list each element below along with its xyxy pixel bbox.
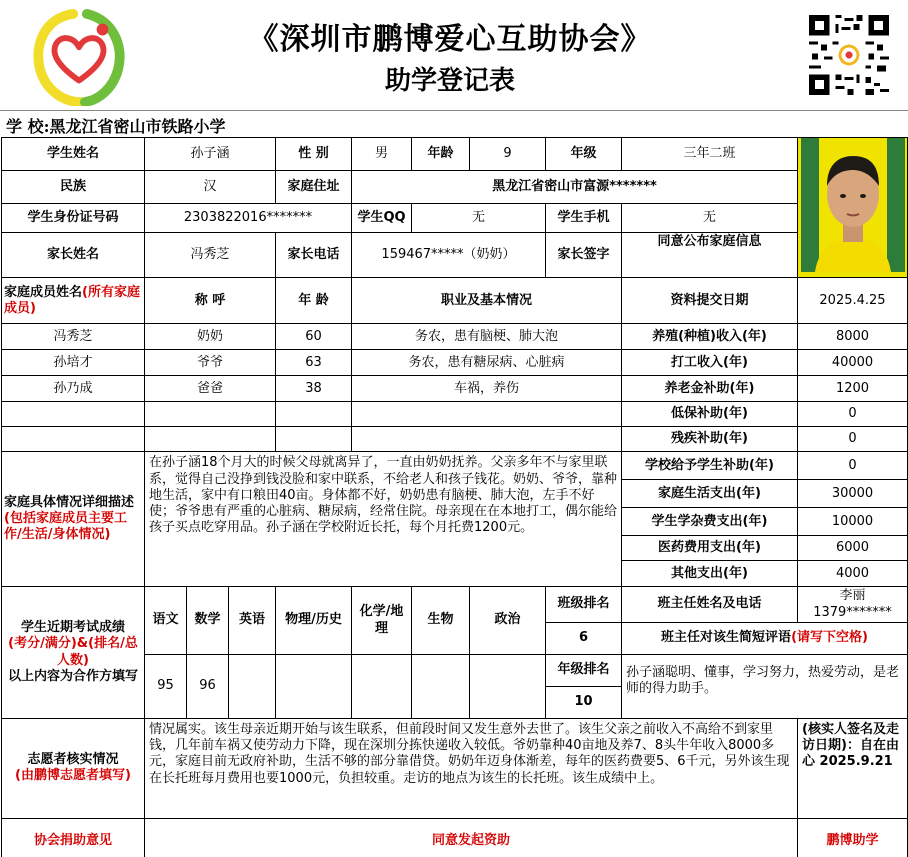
member-job: 务农，患有糖尿病、心脏病 — [352, 350, 622, 376]
volunteer-text: 情况属实。该生母亲近期开始与该生联系，但前段时间又发生意外去世了。该生父亲之前收入不高给不到家里钱，几年前车祸又使劳动力下降，现在深圳分拣快递收入较低。爷奶靠种40亩地及养7、8头牛年收入8000多元，家庭目前无政府补助，生活不够的部分靠借贷。奶奶年迈身体渐差，每年的医药费要5、6千元，另外该生现在长托班每月费用也要1000元，负担较重。走访的地点为该生的长托班。该生成绩中上。 — [145, 718, 798, 818]
phone-label: 学生手机 — [546, 204, 622, 233]
gender-value: 男 — [352, 138, 412, 171]
school-line — [6, 114, 226, 137]
situation-label-text: 家庭具体情况详细描述 — [4, 494, 135, 510]
qq-value: 无 — [412, 204, 546, 233]
ethnicity-value: 汉 — [145, 171, 276, 204]
gender-label: 性 别 — [276, 138, 352, 171]
member-age: 38 — [276, 376, 352, 402]
class-rank-label: 班级排名 — [546, 587, 622, 623]
scores-label — [2, 587, 145, 719]
member-age-empty — [276, 402, 352, 427]
score-value — [352, 654, 412, 718]
finance-value: 0 — [798, 402, 908, 427]
form-subtitle: 助学登记表 — [384, 66, 515, 96]
finance-label: 学生学杂费支出(年) — [622, 508, 798, 536]
finance-label: 其他支出(年) — [622, 561, 798, 587]
member-relation: 奶奶 — [145, 324, 276, 350]
member-relation-empty — [145, 402, 276, 427]
subject-header: 语文 — [145, 587, 187, 655]
comment-label — [622, 622, 908, 654]
teacher-contact — [798, 587, 908, 623]
address-value: 黑龙江省密山市富源******* — [352, 171, 798, 204]
subject-header: 英语 — [229, 587, 276, 655]
grade-rank-value: 10 — [546, 686, 622, 718]
teacher-name: 李丽 — [839, 588, 866, 604]
student-row-2 — [2, 171, 908, 204]
consent-label: 同意公布家庭信息 — [622, 233, 798, 278]
student-photo — [798, 138, 908, 278]
grade-value: 三年二班 — [622, 138, 798, 171]
family-name-header-text: 家庭成员姓名 — [4, 284, 83, 300]
teacher-label: 班主任姓名及电话 — [622, 587, 798, 623]
heart-logo-icon — [30, 8, 128, 106]
id-label: 学生身份证号码 — [2, 204, 145, 233]
opinion-org: 鹏博助学 — [798, 818, 908, 857]
family-name-header — [2, 278, 145, 324]
member-job-empty — [352, 427, 622, 452]
score-value: 95 — [145, 654, 187, 718]
member-job-empty — [352, 402, 622, 427]
finance-value: 4000 — [798, 561, 908, 587]
finance-label: 家庭生活支出(年) — [622, 480, 798, 508]
member-job: 车祸，养伤 — [352, 376, 622, 402]
subject-header: 生物 — [412, 587, 470, 655]
finance-value: 30000 — [798, 480, 908, 508]
finance-value: 40000 — [798, 350, 908, 376]
school-value: 黑龙江省密山市铁路小学 — [49, 117, 226, 136]
student-name: 孙子涵 — [145, 138, 276, 171]
scores-label-c: 以上内容为合作方填写 — [7, 668, 138, 684]
comment-label-note: (请写下空格) — [791, 630, 868, 646]
relation-header: 称 呼 — [145, 278, 276, 324]
scores-header-row — [2, 587, 908, 623]
situation-label-note: (包括家庭成员主要工作/生活/身体情况) — [4, 511, 127, 543]
comment-label-text: 班主任对该生简短评语 — [661, 630, 792, 646]
grade-label: 年级 — [546, 138, 622, 171]
situation-label — [2, 452, 145, 587]
registration-table — [1, 137, 908, 857]
submit-date-value: 2025.4.25 — [798, 278, 908, 324]
finance-label: 医药费用支出(年) — [622, 536, 798, 561]
finance-label: 打工收入(年) — [622, 350, 798, 376]
finance-value: 6000 — [798, 536, 908, 561]
id-value: 2303822016******* — [145, 204, 352, 233]
age-header: 年 龄 — [276, 278, 352, 324]
age-value: 9 — [470, 138, 546, 171]
member-age: 60 — [276, 324, 352, 350]
form-header — [0, 0, 908, 112]
finance-value: 10000 — [798, 508, 908, 536]
finance-label: 残疾补助(年) — [622, 427, 798, 452]
family-row-empty — [2, 427, 908, 452]
member-age: 63 — [276, 350, 352, 376]
volunteer-label-note: (由鹏博志愿者填写) — [15, 768, 131, 784]
address-label: 家庭住址 — [276, 171, 352, 204]
finance-value: 8000 — [798, 324, 908, 350]
family-header-row — [2, 278, 908, 324]
volunteer-sign: (核实人签名及走访日期)：自在由心 2025.9.21 — [798, 718, 908, 818]
member-name: 冯秀芝 — [2, 324, 145, 350]
age-label: 年龄 — [412, 138, 470, 171]
parent-row — [2, 233, 908, 278]
opinion-row — [2, 818, 908, 857]
school-label: 学 校: — [6, 117, 50, 136]
situation-row — [2, 452, 908, 480]
student-photo-image — [801, 138, 905, 272]
situation-text: 在孙子涵18个月大的时候父母就离异了，一直由奶奶抚养。父亲多年不与家里联系，觉得自己没挣到钱没脸和家中联系，不给老人和孩子钱花。奶奶、爷爷，靠种地生活，家中有口粮田40亩。身体都不好，奶奶患有脑梗、肺大泡，左手不好使；爷爷患有严重的心脏病、糖尿病，经常住院。母亲现在在本地打工，偶尔能给孩子买点吃穿用品。孙子涵在学校附近长托，每个月托费1200元。 — [145, 452, 622, 587]
member-name: 孙培才 — [2, 350, 145, 376]
member-name-empty — [2, 402, 145, 427]
teacher-comment: 孙子涵聪明、懂事，学习努力，热爱劳动，是老师的得力助手。 — [622, 654, 908, 718]
student-row-3 — [2, 204, 908, 233]
subject-header: 物理/历史 — [276, 587, 352, 655]
member-relation-empty — [145, 427, 276, 452]
family-row — [2, 350, 908, 376]
volunteer-label — [2, 718, 145, 818]
member-relation: 爷爷 — [145, 350, 276, 376]
qr-code-icon — [800, 12, 898, 98]
parent-phone: 159467*****（奶奶） — [352, 233, 546, 278]
header-divider — [0, 110, 908, 111]
volunteer-label-text: 志愿者核实情况 — [27, 752, 119, 767]
parent-phone-label: 家长电话 — [276, 233, 352, 278]
score-value — [229, 654, 276, 718]
form-title: 《深圳市鹏博爱心互助协会》 — [248, 22, 652, 57]
finance-label: 低保补助(年) — [622, 402, 798, 427]
ethnicity-label: 民族 — [2, 171, 145, 204]
parent-sign-label: 家长签字 — [546, 233, 622, 278]
finance-label: 养殖(种植)收入(年) — [622, 324, 798, 350]
teacher-phone: 1379******* — [813, 604, 892, 620]
volunteer-row — [2, 718, 908, 818]
student-row-1 — [2, 138, 908, 171]
parent-name-label: 家长姓名 — [2, 233, 145, 278]
family-name-header-note: (所有家庭成员) — [4, 284, 140, 316]
parent-name: 冯秀芝 — [145, 233, 276, 278]
scores-label-a: 学生近期考试成绩 — [20, 620, 125, 635]
member-job: 务农，患有脑梗、肺大泡 — [352, 324, 622, 350]
finance-label: 学校给予学生补助(年) — [622, 452, 798, 480]
member-age-empty — [276, 427, 352, 452]
job-header: 职业及基本情况 — [352, 278, 622, 324]
student-name-label: 学生姓名 — [2, 138, 145, 171]
family-row — [2, 376, 908, 402]
subject-header: 化学/地理 — [352, 587, 412, 655]
subject-header: 政治 — [470, 587, 546, 655]
qq-label: 学生QQ — [352, 204, 412, 233]
grade-rank-label: 年级排名 — [546, 654, 622, 686]
member-name-empty — [2, 427, 145, 452]
score-value — [470, 654, 546, 718]
finance-value: 0 — [798, 427, 908, 452]
finance-value: 0 — [798, 452, 908, 480]
member-name: 孙乃成 — [2, 376, 145, 402]
subject-header: 数学 — [187, 587, 229, 655]
opinion-label: 协会捐助意见 — [2, 818, 145, 857]
class-rank-value: 6 — [546, 622, 622, 654]
score-value: 96 — [187, 654, 229, 718]
opinion-value: 同意发起资助 — [145, 818, 798, 857]
score-value — [412, 654, 470, 718]
score-value — [276, 654, 352, 718]
finance-value: 1200 — [798, 376, 908, 402]
submit-date-label: 资料提交日期 — [622, 278, 798, 324]
scores-label-b: (考分/满分)&(排名/总人数) — [8, 636, 138, 668]
family-row — [2, 324, 908, 350]
phone-value: 无 — [622, 204, 798, 233]
family-row-empty — [2, 402, 908, 427]
finance-label: 养老金补助(年) — [622, 376, 798, 402]
member-relation: 爸爸 — [145, 376, 276, 402]
